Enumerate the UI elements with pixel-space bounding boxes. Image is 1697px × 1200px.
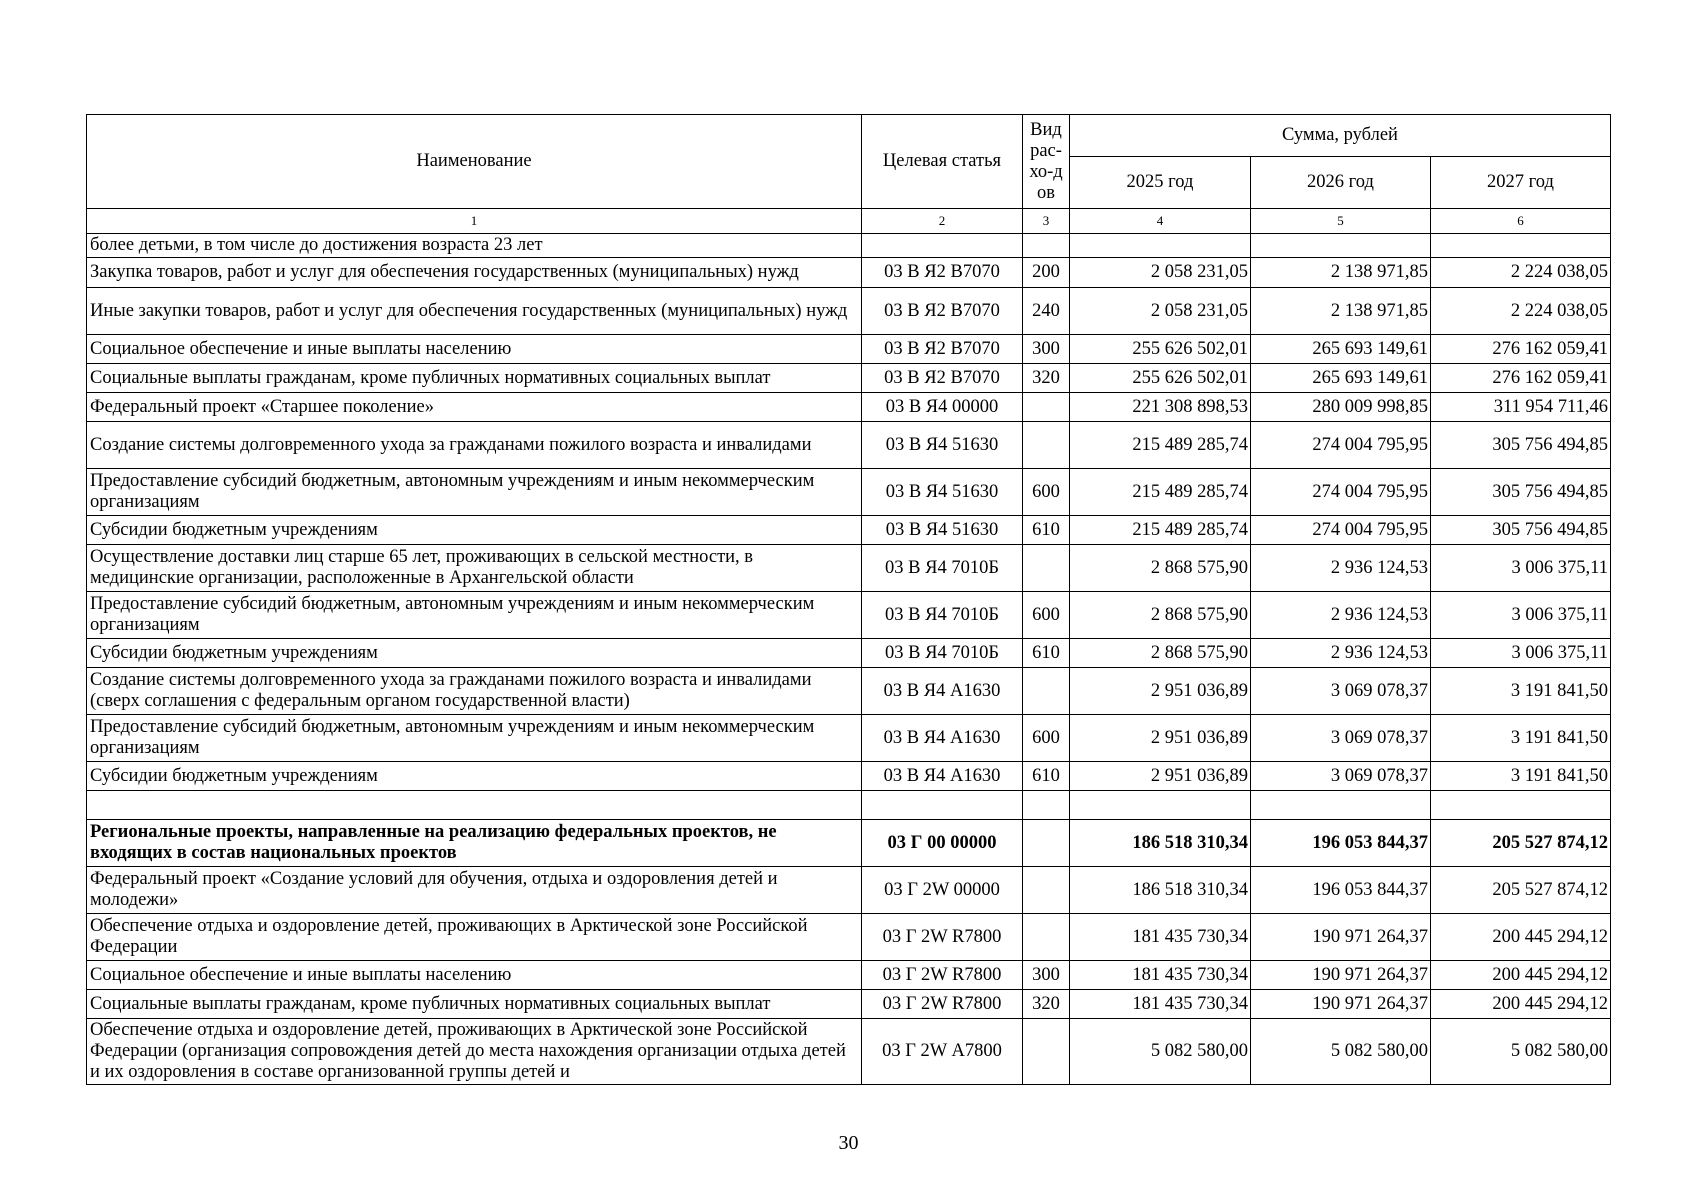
row-sum-2025-cell: 2 868 575,90 bbox=[1070, 592, 1251, 639]
row-name-cell bbox=[87, 791, 862, 820]
table-row bbox=[87, 545, 1611, 592]
row-sum-2026-cell: 2 936 124,53 bbox=[1251, 592, 1431, 639]
row-sum-2025-cell: 186 518 310,34 bbox=[1070, 820, 1251, 867]
row-name-cell: Обеспечение отдыха и оздоровление детей, проживающих в Арктической зоне Российской Федерации (организация сопровождения детей до места нахождения организации отдыха детей и их оздоровления в составе организованной группы детей и bbox=[87, 1019, 862, 1085]
row-sum-2026-cell: 3 069 078,37 bbox=[1251, 668, 1431, 715]
row-target-article-cell: 03 В Я2 В7070 bbox=[862, 288, 1023, 335]
row-name-cell: Осуществление доставки лиц старше 65 лет, проживающих в сельской местности, в медицинские организации, расположенные в Архангельской области bbox=[87, 545, 862, 592]
row-sum-2025-cell: 2 058 231,05 bbox=[1070, 258, 1251, 288]
row-sum-2027-cell: 305 756 494,85 bbox=[1431, 516, 1611, 545]
row-sum-2026-cell: 2 936 124,53 bbox=[1251, 545, 1431, 592]
row-expense-type-cell: 240 bbox=[1023, 288, 1070, 335]
row-expense-type-cell bbox=[1023, 914, 1070, 961]
row-target-article-cell: 03 Г 2W R7800 bbox=[862, 961, 1023, 990]
header-year-2027: 2027 год bbox=[1431, 157, 1611, 209]
table-row bbox=[87, 393, 1611, 422]
table-row bbox=[87, 1019, 1611, 1085]
row-sum-2027-cell bbox=[1431, 234, 1611, 258]
row-sum-2027-cell: 2 224 038,05 bbox=[1431, 258, 1611, 288]
row-sum-2027-cell: 3 006 375,11 bbox=[1431, 545, 1611, 592]
row-sum-2027-cell: 3 191 841,50 bbox=[1431, 668, 1611, 715]
row-sum-2026-cell: 190 971 264,37 bbox=[1251, 990, 1431, 1019]
row-sum-2025-cell: 2 951 036,89 bbox=[1070, 762, 1251, 791]
table-row bbox=[87, 422, 1611, 469]
row-name-cell: Субсидии бюджетным учреждениям bbox=[87, 516, 862, 545]
header-sum: Сумма, рублей bbox=[1070, 115, 1611, 157]
row-sum-2026-cell: 274 004 795,95 bbox=[1251, 422, 1431, 469]
row-expense-type-cell: 610 bbox=[1023, 762, 1070, 791]
row-sum-2025-cell: 2 058 231,05 bbox=[1070, 288, 1251, 335]
row-sum-2025-cell: 181 435 730,34 bbox=[1070, 961, 1251, 990]
header-expense-type: Вид рас-хо-дов bbox=[1023, 115, 1070, 209]
row-sum-2025-cell bbox=[1070, 791, 1251, 820]
header-year-2025: 2025 год bbox=[1070, 157, 1251, 209]
column-index: 2 bbox=[862, 209, 1023, 234]
row-sum-2027-cell: 3 006 375,11 bbox=[1431, 639, 1611, 668]
row-name-cell: Социальные выплаты гражданам, кроме публичных нормативных социальных выплат bbox=[87, 364, 862, 393]
row-sum-2026-cell: 274 004 795,95 bbox=[1251, 516, 1431, 545]
row-sum-2027-cell: 311 954 711,46 bbox=[1431, 393, 1611, 422]
row-sum-2026-cell: 3 069 078,37 bbox=[1251, 715, 1431, 762]
row-target-article-cell: 03 Г 00 00000 bbox=[862, 820, 1023, 867]
row-expense-type-cell: 300 bbox=[1023, 961, 1070, 990]
row-sum-2026-cell: 3 069 078,37 bbox=[1251, 762, 1431, 791]
row-expense-type-cell: 600 bbox=[1023, 715, 1070, 762]
row-sum-2025-cell bbox=[1070, 234, 1251, 258]
row-sum-2025-cell: 2 951 036,89 bbox=[1070, 668, 1251, 715]
row-sum-2026-cell: 2 138 971,85 bbox=[1251, 288, 1431, 335]
row-sum-2025-cell: 2 868 575,90 bbox=[1070, 545, 1251, 592]
table-row bbox=[87, 639, 1611, 668]
row-sum-2025-cell: 186 518 310,34 bbox=[1070, 867, 1251, 914]
table-row bbox=[87, 715, 1611, 762]
row-target-article-cell: 03 В Я4 51630 bbox=[862, 516, 1023, 545]
row-target-article-cell: 03 В Я4 7010Б bbox=[862, 639, 1023, 668]
row-sum-2027-cell: 200 445 294,12 bbox=[1431, 961, 1611, 990]
table-row bbox=[87, 867, 1611, 914]
table-row bbox=[87, 592, 1611, 639]
row-target-article-cell: 03 В Я2 В7070 bbox=[862, 364, 1023, 393]
table-row bbox=[87, 914, 1611, 961]
table-body bbox=[87, 209, 1611, 1085]
row-expense-type-cell: 600 bbox=[1023, 469, 1070, 516]
row-name-cell: Создание системы долговременного ухода за гражданами пожилого возраста и инвалидами bbox=[87, 422, 862, 469]
header-name: Наименование bbox=[87, 115, 862, 209]
row-sum-2026-cell: 265 693 149,61 bbox=[1251, 335, 1431, 364]
header-year-2026: 2026 год bbox=[1251, 157, 1431, 209]
row-sum-2025-cell: 181 435 730,34 bbox=[1070, 914, 1251, 961]
row-name-cell: Закупка товаров, работ и услуг для обеспечения государственных (муниципальных) нужд bbox=[87, 258, 862, 288]
row-name-cell: Социальное обеспечение и иные выплаты населению bbox=[87, 335, 862, 364]
row-expense-type-cell bbox=[1023, 820, 1070, 867]
row-target-article-cell: 03 В Я4 А1630 bbox=[862, 762, 1023, 791]
table-row bbox=[87, 288, 1611, 335]
row-sum-2027-cell: 305 756 494,85 bbox=[1431, 422, 1611, 469]
column-index: 6 bbox=[1431, 209, 1611, 234]
row-target-article-cell: 03 Г 2W R7800 bbox=[862, 990, 1023, 1019]
row-sum-2027-cell: 276 162 059,41 bbox=[1431, 335, 1611, 364]
row-expense-type-cell: 610 bbox=[1023, 516, 1070, 545]
row-target-article-cell bbox=[862, 234, 1023, 258]
row-target-article-cell: 03 Г 2W 00000 bbox=[862, 867, 1023, 914]
column-index: 5 bbox=[1251, 209, 1431, 234]
row-expense-type-cell: 300 bbox=[1023, 335, 1070, 364]
row-sum-2025-cell: 215 489 285,74 bbox=[1070, 516, 1251, 545]
column-index: 3 bbox=[1023, 209, 1070, 234]
row-target-article-cell bbox=[862, 791, 1023, 820]
budget-table bbox=[86, 114, 1611, 1085]
table-row bbox=[87, 516, 1611, 545]
row-name-cell: Обеспечение отдыха и оздоровление детей, проживающих в Арктической зоне Российской Федерации bbox=[87, 914, 862, 961]
row-expense-type-cell bbox=[1023, 234, 1070, 258]
row-target-article-cell: 03 В Я4 51630 bbox=[862, 469, 1023, 516]
table-row bbox=[87, 234, 1611, 258]
row-target-article-cell: 03 В Я2 В7070 bbox=[862, 335, 1023, 364]
row-expense-type-cell: 200 bbox=[1023, 258, 1070, 288]
row-target-article-cell: 03 В Я2 В7070 bbox=[862, 258, 1023, 288]
table-row bbox=[87, 364, 1611, 393]
table-row bbox=[87, 990, 1611, 1019]
row-sum-2027-cell bbox=[1431, 791, 1611, 820]
column-index: 4 bbox=[1070, 209, 1251, 234]
row-sum-2027-cell: 3 191 841,50 bbox=[1431, 762, 1611, 791]
row-target-article-cell: 03 Г 2W А7800 bbox=[862, 1019, 1023, 1085]
row-name-cell: Социальное обеспечение и иные выплаты населению bbox=[87, 961, 862, 990]
row-target-article-cell: 03 В Я4 А1630 bbox=[862, 715, 1023, 762]
row-sum-2025-cell: 215 489 285,74 bbox=[1070, 469, 1251, 516]
row-sum-2026-cell bbox=[1251, 234, 1431, 258]
row-sum-2025-cell: 5 082 580,00 bbox=[1070, 1019, 1251, 1085]
header-target-article: Целевая статья bbox=[862, 115, 1023, 209]
table-header bbox=[87, 115, 1611, 209]
row-name-cell: Субсидии бюджетным учреждениям bbox=[87, 639, 862, 668]
column-index-row bbox=[87, 209, 1611, 234]
row-target-article-cell: 03 В Я4 7010Б bbox=[862, 592, 1023, 639]
row-sum-2026-cell: 190 971 264,37 bbox=[1251, 914, 1431, 961]
row-target-article-cell: 03 Г 2W R7800 bbox=[862, 914, 1023, 961]
row-sum-2025-cell: 221 308 898,53 bbox=[1070, 393, 1251, 422]
column-index: 1 bbox=[87, 209, 862, 234]
row-sum-2027-cell: 205 527 874,12 bbox=[1431, 867, 1611, 914]
table-row bbox=[87, 258, 1611, 288]
table-row bbox=[87, 469, 1611, 516]
row-name-cell: Создание системы долговременного ухода за гражданами пожилого возраста и инвалидами (сверх соглашения с федеральным органом государственной власти) bbox=[87, 668, 862, 715]
row-name-cell: Социальные выплаты гражданам, кроме публичных нормативных социальных выплат bbox=[87, 990, 862, 1019]
row-name-cell: Федеральный проект «Старшее поколение» bbox=[87, 393, 862, 422]
row-sum-2026-cell: 5 082 580,00 bbox=[1251, 1019, 1431, 1085]
row-sum-2027-cell: 205 527 874,12 bbox=[1431, 820, 1611, 867]
row-name-cell: Иные закупки товаров, работ и услуг для обеспечения государственных (муниципальных) нужд bbox=[87, 288, 862, 335]
row-name-cell: Региональные проекты, направленные на реализацию федеральных проектов, не входящих в состав национальных проектов bbox=[87, 820, 862, 867]
row-target-article-cell: 03 В Я4 00000 bbox=[862, 393, 1023, 422]
row-expense-type-cell bbox=[1023, 1019, 1070, 1085]
table-row bbox=[87, 668, 1611, 715]
row-sum-2025-cell: 215 489 285,74 bbox=[1070, 422, 1251, 469]
page-number: 30 bbox=[838, 1132, 859, 1154]
table-row bbox=[87, 961, 1611, 990]
table-row bbox=[87, 820, 1611, 867]
row-sum-2027-cell: 200 445 294,12 bbox=[1431, 914, 1611, 961]
row-sum-2025-cell: 181 435 730,34 bbox=[1070, 990, 1251, 1019]
row-name-cell: Федеральный проект «Создание условий для обучения, отдыха и оздоровления детей и молодежи» bbox=[87, 867, 862, 914]
row-name-cell: Предоставление субсидий бюджетным, автономным учреждениям и иным некоммерческим организациям bbox=[87, 469, 862, 516]
row-sum-2027-cell: 200 445 294,12 bbox=[1431, 990, 1611, 1019]
row-name-cell: более детьми, в том числе до достижения возраста 23 лет bbox=[87, 234, 862, 258]
row-name-cell: Предоставление субсидий бюджетным, автономным учреждениям и иным некоммерческим организациям bbox=[87, 715, 862, 762]
row-expense-type-cell bbox=[1023, 545, 1070, 592]
row-sum-2026-cell: 280 009 998,85 bbox=[1251, 393, 1431, 422]
table-row bbox=[87, 335, 1611, 364]
row-sum-2026-cell: 2 936 124,53 bbox=[1251, 639, 1431, 668]
row-sum-2027-cell: 3 191 841,50 bbox=[1431, 715, 1611, 762]
table-row bbox=[87, 791, 1611, 820]
row-name-cell: Предоставление субсидий бюджетным, автономным учреждениям и иным некоммерческим организациям bbox=[87, 592, 862, 639]
row-sum-2027-cell: 2 224 038,05 bbox=[1431, 288, 1611, 335]
row-name-cell: Субсидии бюджетным учреждениям bbox=[87, 762, 862, 791]
row-sum-2027-cell: 305 756 494,85 bbox=[1431, 469, 1611, 516]
row-expense-type-cell: 320 bbox=[1023, 990, 1070, 1019]
row-sum-2027-cell: 5 082 580,00 bbox=[1431, 1019, 1611, 1085]
row-sum-2027-cell: 276 162 059,41 bbox=[1431, 364, 1611, 393]
row-sum-2027-cell: 3 006 375,11 bbox=[1431, 592, 1611, 639]
row-sum-2025-cell: 255 626 502,01 bbox=[1070, 335, 1251, 364]
row-expense-type-cell: 320 bbox=[1023, 364, 1070, 393]
row-sum-2025-cell: 255 626 502,01 bbox=[1070, 364, 1251, 393]
row-sum-2025-cell: 2 868 575,90 bbox=[1070, 639, 1251, 668]
row-expense-type-cell: 610 bbox=[1023, 639, 1070, 668]
row-expense-type-cell: 600 bbox=[1023, 592, 1070, 639]
row-sum-2026-cell bbox=[1251, 791, 1431, 820]
row-sum-2026-cell: 196 053 844,37 bbox=[1251, 867, 1431, 914]
row-sum-2026-cell: 2 138 971,85 bbox=[1251, 258, 1431, 288]
row-sum-2026-cell: 196 053 844,37 bbox=[1251, 820, 1431, 867]
row-target-article-cell: 03 В Я4 7010Б bbox=[862, 545, 1023, 592]
row-expense-type-cell bbox=[1023, 422, 1070, 469]
row-target-article-cell: 03 В Я4 А1630 bbox=[862, 668, 1023, 715]
row-expense-type-cell bbox=[1023, 867, 1070, 914]
row-expense-type-cell bbox=[1023, 393, 1070, 422]
row-target-article-cell: 03 В Я4 51630 bbox=[862, 422, 1023, 469]
row-sum-2025-cell: 2 951 036,89 bbox=[1070, 715, 1251, 762]
row-expense-type-cell bbox=[1023, 791, 1070, 820]
row-sum-2026-cell: 274 004 795,95 bbox=[1251, 469, 1431, 516]
table-row bbox=[87, 762, 1611, 791]
row-sum-2026-cell: 190 971 264,37 bbox=[1251, 961, 1431, 990]
row-expense-type-cell bbox=[1023, 668, 1070, 715]
row-sum-2026-cell: 265 693 149,61 bbox=[1251, 364, 1431, 393]
